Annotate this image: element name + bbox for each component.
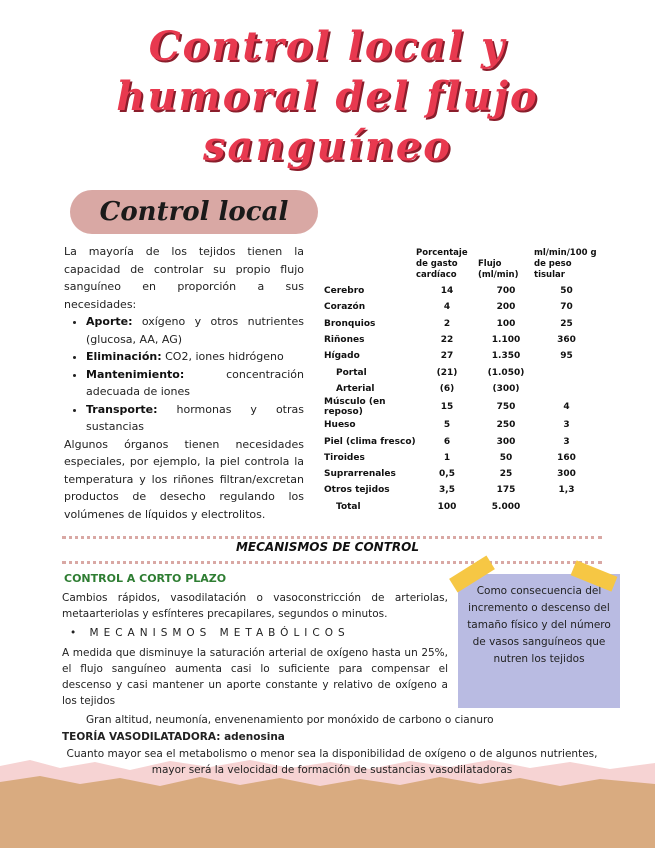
table-cell-organ: Hueso (324, 420, 356, 431)
table-cell-value: 300 (496, 436, 516, 447)
table-body (324, 283, 599, 515)
table-cell-organ: Corazón (324, 302, 366, 313)
table-row (324, 433, 599, 449)
table-cell-value: 175 (496, 485, 516, 496)
needs-item-eliminacion (86, 348, 304, 366)
needs-desc: hormonas y otras sustancias (86, 402, 304, 433)
table-row (324, 397, 599, 417)
table-cell-value: 50 (499, 452, 513, 463)
table-cell-value: 14 (440, 286, 454, 297)
table-row (324, 482, 599, 498)
needs-desc: CO2, iones hidrógeno (161, 350, 284, 363)
table-cell-value: 250 (496, 420, 516, 431)
table-cell-organ: Tiroides (324, 452, 365, 463)
table-cell-value: 25 (560, 318, 573, 329)
bullet-icon: • (70, 627, 90, 639)
table-cell-organ: Portal (336, 367, 367, 378)
table-row (324, 364, 599, 380)
table-row (324, 316, 599, 332)
table-header: Porcentaje de gasto cardíaco (416, 248, 468, 280)
needs-desc: oxígeno y otros nutrientes (glucosa, AA, AG) (86, 315, 304, 346)
table-cell-organ: Suprarrenales (324, 469, 396, 480)
table-cell-value: 3,5 (439, 485, 455, 496)
needs-term: Aporte: (86, 315, 133, 328)
table-cell-value: 750 (496, 402, 516, 413)
table-row (324, 332, 599, 348)
table-cell-organ: Cerebro (324, 286, 365, 297)
needs-item-aporte (86, 313, 304, 348)
table-cell-value: 2 (443, 318, 451, 329)
table-cell-value: (6) (439, 383, 455, 394)
table-cell-organ: Piel (clima fresco) (324, 436, 416, 447)
title-line-2: humoral del flujo (116, 73, 539, 120)
table-cell-value: 1.350 (491, 351, 521, 362)
divider-dotted (62, 536, 602, 539)
table-cell-value: 22 (440, 335, 454, 346)
table-cell-value: 0,5 (439, 469, 455, 480)
metabolic-text: A medida que disminuye la saturación arterial de oxígeno hasta un 25%, el flujo sanguíneo aumenta casi lo suficiente para compensar el descenso y casi mantener un aporte constante y relativo de oxígeno a los tejidos (62, 647, 448, 707)
table-cell-organ: Riñones (324, 335, 365, 346)
table-cell-value: 3 (563, 420, 570, 431)
short-term-text: Cambios rápidos, vasodilatación o vasoconstricción de arteriolas, metaarteriolas y esfínteres precapilares, segundos o minutos. (62, 592, 448, 620)
blood-flow-table (324, 248, 599, 515)
table-cell-value: 4 (563, 402, 570, 413)
table-row (324, 499, 599, 515)
table-cell-value: 360 (557, 335, 576, 346)
table-cell-value: 700 (496, 286, 516, 297)
table-cell-value: 1 (443, 452, 451, 463)
section-heading-control-local: Control local (70, 190, 318, 234)
sticky-note (458, 574, 620, 708)
table-cell-organ: Total (336, 501, 361, 512)
table-cell-value (534, 364, 599, 380)
table-cell-organ: Hígado (324, 351, 360, 362)
table-cell-value: 3 (563, 436, 570, 447)
table-row (324, 417, 599, 433)
table-cell-value: 5.000 (491, 501, 521, 512)
table-header-row (324, 248, 599, 283)
table-row (324, 299, 599, 315)
needs-item-transporte (86, 401, 304, 436)
table-header: Flujo (ml/min) (478, 259, 519, 280)
needs-list (64, 313, 304, 436)
table-cell-value: 4 (443, 302, 451, 313)
title-line-3: sanguíneo (203, 123, 452, 170)
table-cell-value: (1.050) (487, 367, 525, 378)
table-cell-organ: Arterial (336, 383, 375, 394)
table-row (324, 466, 599, 482)
page-title (0, 22, 655, 172)
table-row (324, 450, 599, 466)
title-line-1: Control local y (148, 23, 507, 70)
table-cell-value: (21) (436, 367, 458, 378)
table-cell-value: 50 (560, 286, 573, 297)
table-cell-value: (300) (492, 383, 520, 394)
table-cell-value: 200 (496, 302, 516, 313)
table-cell-value (534, 381, 599, 397)
table-cell-value: 5 (443, 420, 451, 431)
table-cell-value: 15 (440, 402, 454, 413)
sticky-note-text: Como consecuencia del incremento o descenso del tamaño físico y del número de vasos sanguíneos que nutren los tejidos (467, 585, 611, 665)
table-header (324, 248, 416, 283)
table-cell-value: 300 (557, 469, 576, 480)
table-row (324, 283, 599, 299)
table-cell-value: 95 (560, 351, 573, 362)
needs-term: Eliminación: (86, 350, 162, 363)
theory-label: TEORÍA VASODILATADORA: adenosina (62, 731, 285, 743)
intro-paragraph: La mayoría de los tejidos tienen la capacidad de controlar su propio flujo sanguíneo en proporción a sus necesidades: (64, 245, 304, 311)
needs-item-mantenimiento (86, 366, 304, 401)
table-cell-value: 100 (496, 318, 516, 329)
table-cell-value (534, 499, 599, 515)
divider-dotted (62, 561, 602, 564)
outro-paragraph: Algunos órganos tienen necesidades especiales, por ejemplo, la piel controla la temperatura y los riñones filtran/excretan productos de desecho regulando los volúmenes de líquidos y electrolitos. (64, 437, 304, 521)
table-row (324, 381, 599, 397)
theory-text: Cuanto mayor sea el metabolismo o menor sea la disponibilidad de oxígeno o de algunos nutrientes, mayor será la velocidad de formación de sustancias vasodilatadoras (66, 748, 598, 776)
metabolic-label (70, 627, 350, 639)
table-cell-organ: Otros tejidos (324, 485, 390, 496)
table-cell-value: 1,3 (558, 485, 575, 496)
table-cell-value: 70 (560, 302, 573, 313)
needs-desc: concentración adecuada de iones (86, 367, 304, 398)
short-term-heading: CONTROL A CORTO PLAZO (64, 572, 227, 585)
table-cell-organ: Bronquios (324, 318, 376, 329)
table-cell-value: 25 (499, 469, 513, 480)
needs-term: Transporte: (86, 402, 158, 416)
mechanisms-heading: MECANISMOS DE CONTROL (235, 540, 419, 554)
table-row (324, 348, 599, 364)
examples-text: Gran altitud, neumonía, envenenamiento por monóxido de carbono o cianuro (86, 714, 494, 726)
table-cell-value: 160 (557, 452, 576, 463)
table-cell-value: 6 (443, 436, 451, 447)
table-cell-organ: Músculo (en reposo) (324, 397, 386, 418)
table-cell-value: 27 (440, 351, 454, 362)
intro-text-column (64, 243, 304, 523)
table-header: ml/min/100 g de peso tisular (534, 248, 597, 280)
metabolic-label-text: MECANISMOS METABÓLICOS (89, 627, 350, 639)
needs-term: Mantenimiento: (86, 367, 185, 381)
table-cell-value: 100 (437, 501, 457, 512)
table-cell-value: 1.100 (491, 335, 521, 346)
